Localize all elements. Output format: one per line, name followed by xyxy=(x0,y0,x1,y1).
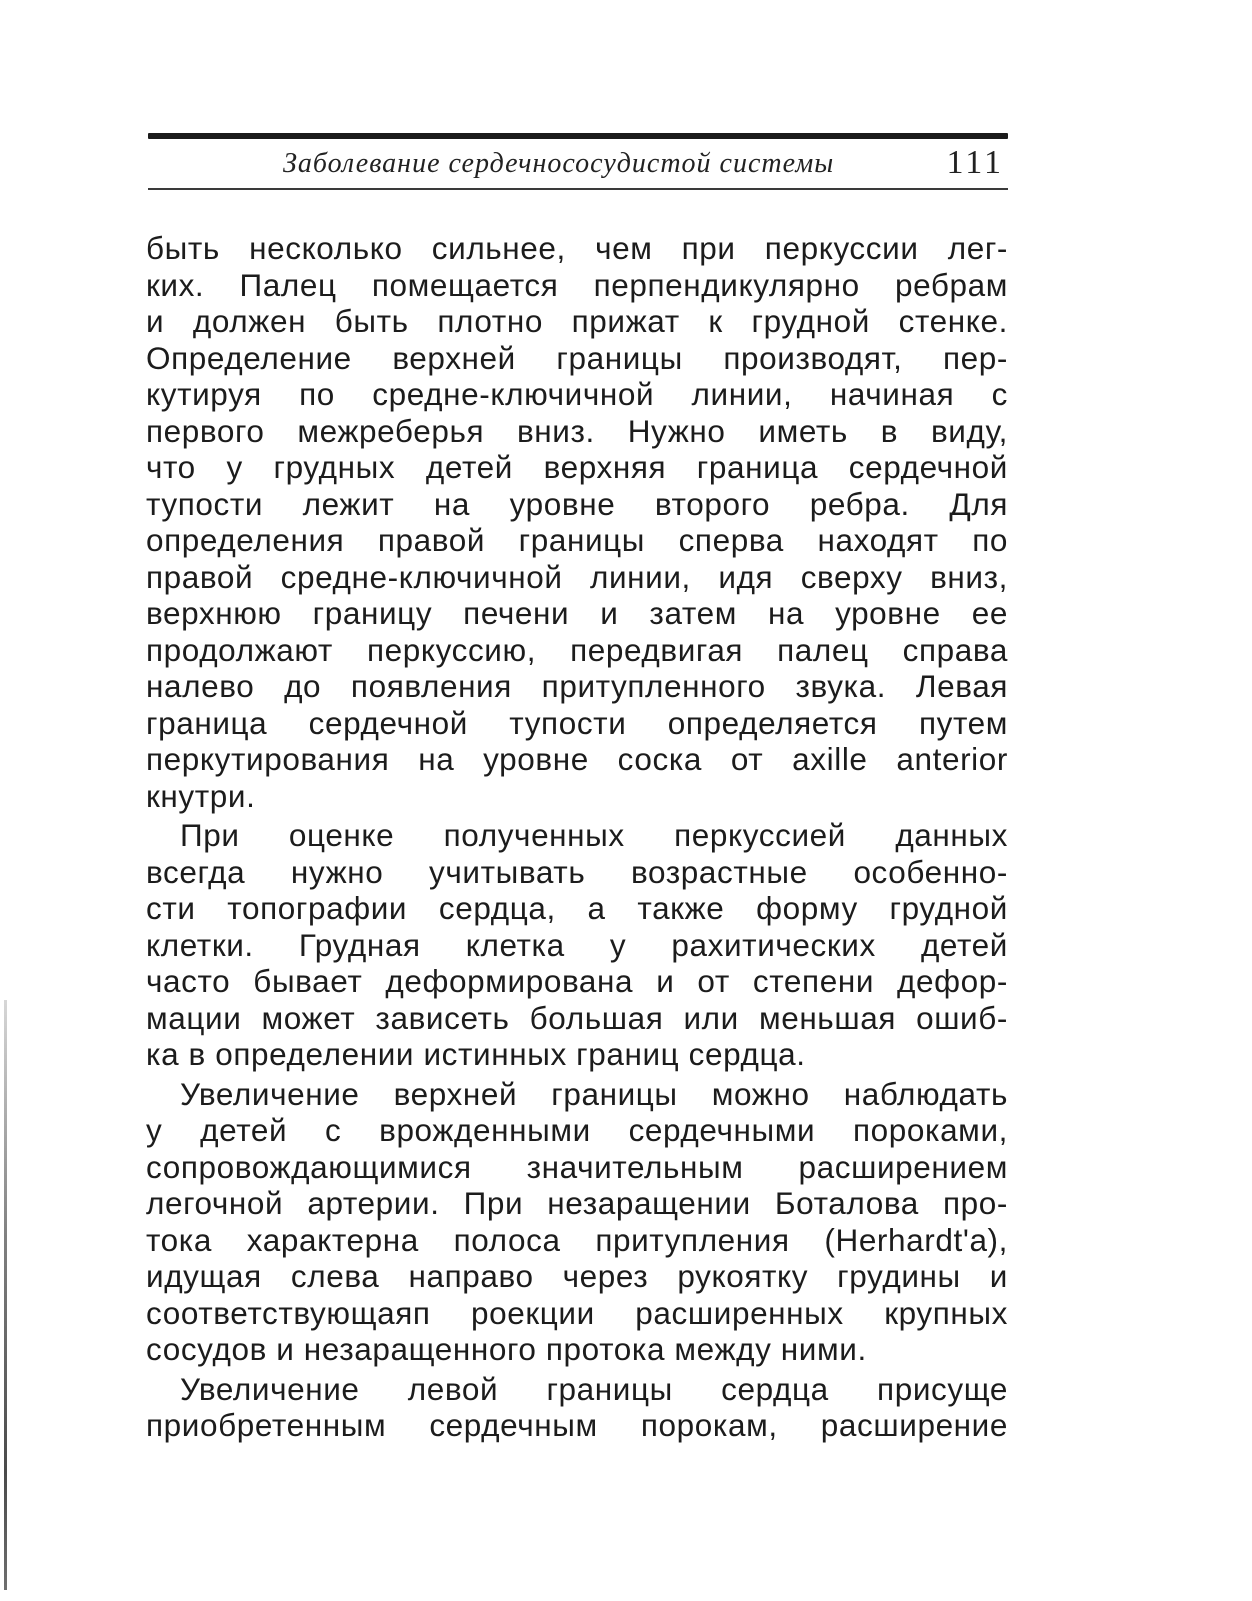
text-line: мации может зависеть большая или меньшая ошиб- xyxy=(146,999,1008,1036)
paragraph xyxy=(146,1076,1008,1368)
paragraph xyxy=(146,1371,1008,1444)
text-line: сопровождающимися значительным расширением xyxy=(146,1148,1008,1185)
text-line: ких. Палец помещается перпендикулярно ребрам xyxy=(146,266,1008,303)
page-binding-shadow xyxy=(4,1000,7,1590)
text-line: граница сердечной тупости определяется путем xyxy=(146,704,1008,741)
text-line: перкутирования на уровне соска от axille anterior xyxy=(146,741,1008,777)
text-line: идущая слева направо через рукоятку грудины и xyxy=(146,1258,1008,1294)
text-line: часто бывает деформирована и от степени дефор- xyxy=(146,963,1008,999)
text-line: легочной артерии. При незаращении Боталова про- xyxy=(146,1185,1008,1221)
text-line: сти топографии сердца, а также форму грудной xyxy=(146,890,1008,926)
text-line: кнутри. xyxy=(146,777,256,814)
text-line: верхнюю границу печени и затем на уровне ее xyxy=(146,595,1008,631)
running-header xyxy=(148,144,1008,188)
text-line: кутируя по средне-ключичной линии, начиная с xyxy=(146,376,1008,412)
paragraph xyxy=(146,817,1008,1073)
text-line: ка в определении истинных границ сердца. xyxy=(146,1036,806,1072)
text-line: первого межреберья вниз. Нужно иметь в виду, xyxy=(146,412,1008,449)
text-line: правой средне-ключичной линии, идя сверху вниз, xyxy=(146,558,1008,595)
running-title: Заболевание сердечнососудистой системы xyxy=(283,148,835,179)
header-bottom-rule xyxy=(148,188,1008,190)
page-number: 111 xyxy=(946,144,1004,181)
text-line: определения правой границы сперва находят по xyxy=(146,522,1008,558)
body-text xyxy=(146,230,1008,1444)
text-line: тока характерна полоса притупления (Herhardt'a), xyxy=(146,1221,1008,1258)
paragraph xyxy=(146,230,1008,814)
text-line: у детей с врожденными сердечными пороками, xyxy=(146,1112,1008,1148)
text-line: что у грудных детей верхняя граница сердечной xyxy=(146,449,1008,485)
text-line: сосудов и незаращенного протока между ними. xyxy=(146,1331,867,1367)
header-top-rule xyxy=(148,133,1008,139)
text-line: При оценке полученных перкуссией данных xyxy=(180,817,1008,853)
text-line: приобретенным сердечным порокам, расширение xyxy=(146,1407,1008,1443)
text-line: соответствующаяп роекции расширенных крупных xyxy=(146,1294,1008,1331)
text-line: быть несколько сильнее, чем при перкуссии лег- xyxy=(146,230,1008,266)
text-line: Определение верхней границы производят, пер- xyxy=(146,339,1008,376)
text-line: всегда нужно учитывать возрастные особенно- xyxy=(146,853,1008,890)
text-line: Увеличение верхней границы можно наблюдать xyxy=(180,1075,1008,1112)
text-line: продолжают перкуссию, передвигая палец справа xyxy=(146,631,1008,668)
text-line: налево до появления притупленного звука. Левая xyxy=(146,668,1008,704)
text-line: тупости лежит на уровне второго ребра. Для xyxy=(146,485,1008,522)
text-line: и должен быть плотно прижат к грудной стенке. xyxy=(146,303,1008,339)
text-line: клетки. Грудная клетка у рахитических детей xyxy=(146,926,1008,963)
text-line: Увеличение левой границы сердца присуще xyxy=(180,1370,1008,1407)
